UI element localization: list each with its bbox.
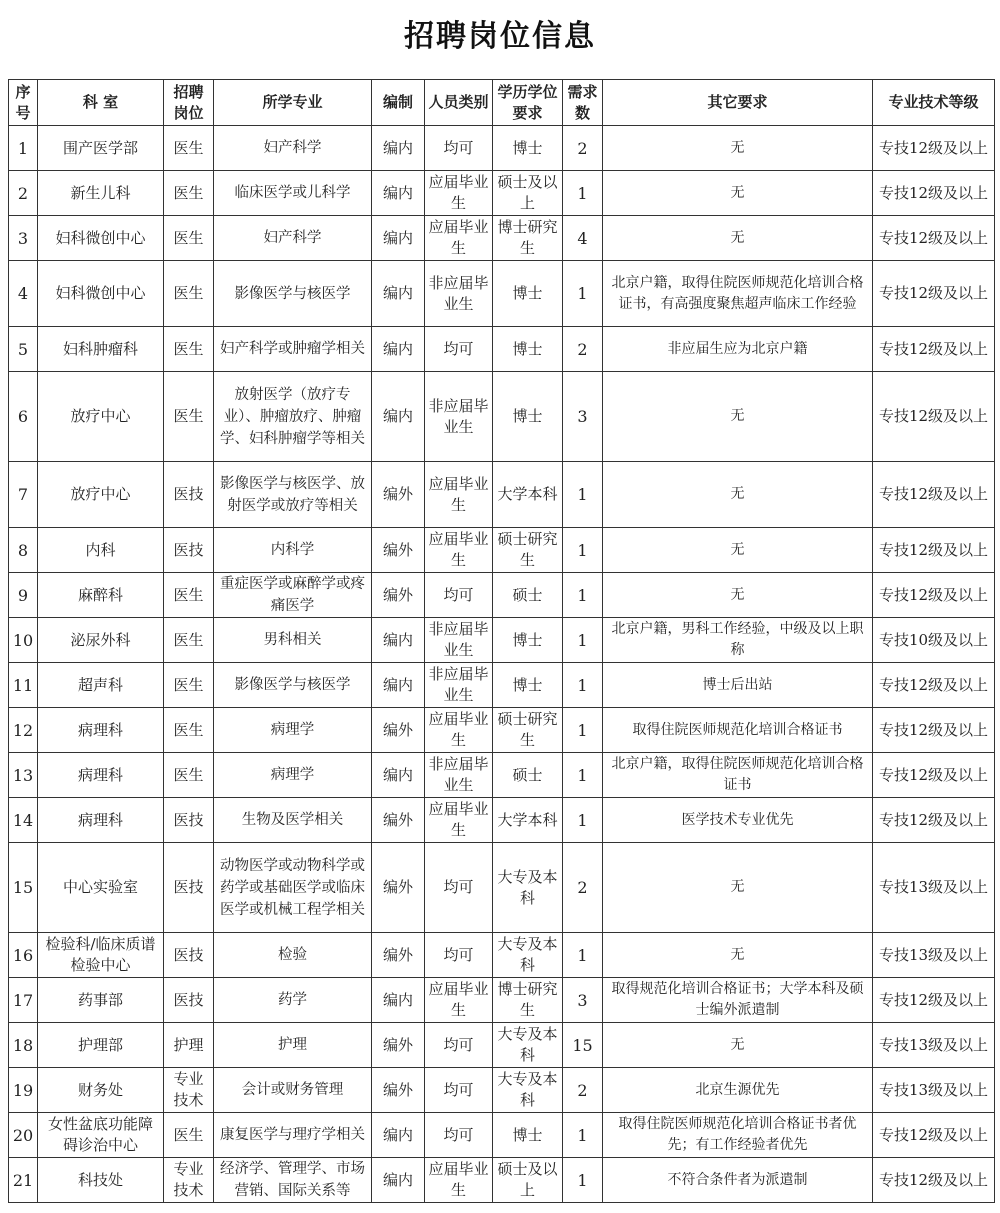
table-row bbox=[9, 618, 995, 663]
quota-type: 编内 bbox=[372, 753, 425, 798]
row-seq: 10 bbox=[9, 618, 38, 663]
degree-requirement: 大专及本科 bbox=[493, 843, 563, 933]
demand-count: 2 bbox=[563, 327, 603, 372]
row-seq: 7 bbox=[9, 462, 38, 528]
post: 医生 bbox=[164, 663, 214, 708]
demand-count: 3 bbox=[563, 978, 603, 1023]
post: 医生 bbox=[164, 753, 214, 798]
other-requirements: 无 bbox=[603, 462, 873, 528]
quota-type: 编内 bbox=[372, 372, 425, 462]
row-seq: 2 bbox=[9, 171, 38, 216]
person-type: 应届毕业生 bbox=[425, 171, 493, 216]
post: 医生 bbox=[164, 573, 214, 618]
table-row bbox=[9, 753, 995, 798]
department: 妇科微创中心 bbox=[38, 261, 164, 327]
post: 医生 bbox=[164, 327, 214, 372]
col-post-header: 招聘岗位 bbox=[164, 80, 214, 126]
major: 妇产科学或肿瘤学相关 bbox=[214, 327, 372, 372]
col-other-header: 其它要求 bbox=[603, 80, 873, 126]
degree-requirement: 博士 bbox=[493, 663, 563, 708]
row-seq: 5 bbox=[9, 327, 38, 372]
col-degree-header: 学历学位要求 bbox=[493, 80, 563, 126]
department: 泌尿外科 bbox=[38, 618, 164, 663]
demand-count: 15 bbox=[563, 1023, 603, 1068]
row-seq: 21 bbox=[9, 1158, 38, 1203]
department: 妇科肿瘤科 bbox=[38, 327, 164, 372]
technical-grade: 专技12级及以上 bbox=[873, 126, 995, 171]
demand-count: 1 bbox=[563, 798, 603, 843]
person-type: 非应届毕业生 bbox=[425, 663, 493, 708]
col-person-type-header: 人员类别 bbox=[425, 80, 493, 126]
post: 医技 bbox=[164, 978, 214, 1023]
department: 药事部 bbox=[38, 978, 164, 1023]
degree-requirement: 博士研究生 bbox=[493, 978, 563, 1023]
quota-type: 编外 bbox=[372, 462, 425, 528]
post: 医生 bbox=[164, 708, 214, 753]
degree-requirement: 博士 bbox=[493, 618, 563, 663]
degree-requirement: 博士研究生 bbox=[493, 216, 563, 261]
row-seq: 14 bbox=[9, 798, 38, 843]
quota-type: 编内 bbox=[372, 327, 425, 372]
person-type: 均可 bbox=[425, 843, 493, 933]
major: 检验 bbox=[214, 933, 372, 978]
department: 病理科 bbox=[38, 798, 164, 843]
person-type: 均可 bbox=[425, 933, 493, 978]
other-requirements: 医学技术专业优先 bbox=[603, 798, 873, 843]
demand-count: 1 bbox=[563, 261, 603, 327]
other-requirements: 不符合条件者为派遣制 bbox=[603, 1158, 873, 1203]
technical-grade: 专技12级及以上 bbox=[873, 753, 995, 798]
person-type: 应届毕业生 bbox=[425, 708, 493, 753]
post: 医技 bbox=[164, 933, 214, 978]
department: 护理部 bbox=[38, 1023, 164, 1068]
quota-type: 编外 bbox=[372, 1023, 425, 1068]
post: 医生 bbox=[164, 126, 214, 171]
degree-requirement: 硕士 bbox=[493, 753, 563, 798]
technical-grade: 专技12级及以上 bbox=[873, 372, 995, 462]
col-seq-header: 序号 bbox=[9, 80, 38, 126]
major: 妇产科学 bbox=[214, 126, 372, 171]
major: 动物医学或动物科学或药学或基础医学或临床医学或机械工程学相关 bbox=[214, 843, 372, 933]
table-row bbox=[9, 573, 995, 618]
demand-count: 1 bbox=[563, 663, 603, 708]
degree-requirement: 大学本科 bbox=[493, 462, 563, 528]
technical-grade: 专技13级及以上 bbox=[873, 1023, 995, 1068]
demand-count: 1 bbox=[563, 462, 603, 528]
other-requirements: 北京户籍，取得住院医师规范化培训合格证书，有高强度聚焦超声临床工作经验 bbox=[603, 261, 873, 327]
other-requirements: 非应届生应为北京户籍 bbox=[603, 327, 873, 372]
col-major-header: 所学专业 bbox=[214, 80, 372, 126]
degree-requirement: 博士 bbox=[493, 261, 563, 327]
demand-count: 1 bbox=[563, 708, 603, 753]
technical-grade: 专技13级及以上 bbox=[873, 843, 995, 933]
technical-grade: 专技12级及以上 bbox=[873, 327, 995, 372]
demand-count: 1 bbox=[563, 618, 603, 663]
post: 医生 bbox=[164, 171, 214, 216]
table-row bbox=[9, 372, 995, 462]
other-requirements: 无 bbox=[603, 933, 873, 978]
demand-count: 1 bbox=[563, 1158, 603, 1203]
quota-type: 编内 bbox=[372, 1113, 425, 1158]
demand-count: 2 bbox=[563, 126, 603, 171]
other-requirements: 无 bbox=[603, 1023, 873, 1068]
department: 新生儿科 bbox=[38, 171, 164, 216]
technical-grade: 专技10级及以上 bbox=[873, 618, 995, 663]
technical-grade: 专技12级及以上 bbox=[873, 663, 995, 708]
technical-grade: 专技12级及以上 bbox=[873, 171, 995, 216]
table-row bbox=[9, 663, 995, 708]
demand-count: 1 bbox=[563, 528, 603, 573]
major: 放射医学（放疗专业）、肿瘤放疗、肿瘤学、妇科肿瘤学等相关 bbox=[214, 372, 372, 462]
table-row bbox=[9, 528, 995, 573]
major: 影像医学与核医学、放射医学或放疗等相关 bbox=[214, 462, 372, 528]
quota-type: 编外 bbox=[372, 933, 425, 978]
technical-grade: 专技12级及以上 bbox=[873, 1113, 995, 1158]
person-type: 均可 bbox=[425, 327, 493, 372]
major: 药学 bbox=[214, 978, 372, 1023]
person-type: 非应届毕业生 bbox=[425, 261, 493, 327]
demand-count: 1 bbox=[563, 171, 603, 216]
person-type: 应届毕业生 bbox=[425, 1158, 493, 1203]
table-row bbox=[9, 1113, 995, 1158]
post: 护理 bbox=[164, 1023, 214, 1068]
department: 围产医学部 bbox=[38, 126, 164, 171]
person-type: 应届毕业生 bbox=[425, 216, 493, 261]
row-seq: 6 bbox=[9, 372, 38, 462]
col-quota-type-header: 编制 bbox=[372, 80, 425, 126]
other-requirements: 无 bbox=[603, 126, 873, 171]
department: 中心实验室 bbox=[38, 843, 164, 933]
major: 内科学 bbox=[214, 528, 372, 573]
degree-requirement: 博士 bbox=[493, 327, 563, 372]
table-row bbox=[9, 126, 995, 171]
quota-type: 编外 bbox=[372, 1068, 425, 1113]
quota-type: 编内 bbox=[372, 126, 425, 171]
table-row bbox=[9, 978, 995, 1023]
post: 医生 bbox=[164, 372, 214, 462]
col-grade-header: 专业技术等级 bbox=[873, 80, 995, 126]
major: 妇产科学 bbox=[214, 216, 372, 261]
row-seq: 20 bbox=[9, 1113, 38, 1158]
department: 女性盆底功能障碍诊治中心 bbox=[38, 1113, 164, 1158]
demand-count: 2 bbox=[563, 1068, 603, 1113]
person-type: 均可 bbox=[425, 1023, 493, 1068]
recruitment-table bbox=[8, 79, 995, 1203]
other-requirements: 无 bbox=[603, 573, 873, 618]
row-seq: 11 bbox=[9, 663, 38, 708]
department: 放疗中心 bbox=[38, 372, 164, 462]
degree-requirement: 博士 bbox=[493, 1113, 563, 1158]
header-row bbox=[9, 80, 995, 126]
row-seq: 18 bbox=[9, 1023, 38, 1068]
person-type: 应届毕业生 bbox=[425, 978, 493, 1023]
major: 护理 bbox=[214, 1023, 372, 1068]
col-count-header: 需求数 bbox=[563, 80, 603, 126]
degree-requirement: 硕士研究生 bbox=[493, 708, 563, 753]
major: 重症医学或麻醉学或疼痛医学 bbox=[214, 573, 372, 618]
row-seq: 15 bbox=[9, 843, 38, 933]
other-requirements: 博士后出站 bbox=[603, 663, 873, 708]
quota-type: 编外 bbox=[372, 528, 425, 573]
table-row bbox=[9, 462, 995, 528]
major: 会计或财务管理 bbox=[214, 1068, 372, 1113]
row-seq: 19 bbox=[9, 1068, 38, 1113]
other-requirements: 无 bbox=[603, 843, 873, 933]
demand-count: 1 bbox=[563, 1113, 603, 1158]
col-dept-header: 科 室 bbox=[38, 80, 164, 126]
technical-grade: 专技12级及以上 bbox=[873, 978, 995, 1023]
quota-type: 编内 bbox=[372, 261, 425, 327]
major: 病理学 bbox=[214, 708, 372, 753]
quota-type: 编内 bbox=[372, 618, 425, 663]
row-seq: 4 bbox=[9, 261, 38, 327]
post: 专业技术 bbox=[164, 1068, 214, 1113]
other-requirements: 取得住院医师规范化培训合格证书 bbox=[603, 708, 873, 753]
major: 生物及医学相关 bbox=[214, 798, 372, 843]
row-seq: 8 bbox=[9, 528, 38, 573]
other-requirements: 北京户籍，取得住院医师规范化培训合格证书 bbox=[603, 753, 873, 798]
other-requirements: 无 bbox=[603, 216, 873, 261]
person-type: 应届毕业生 bbox=[425, 798, 493, 843]
technical-grade: 专技12级及以上 bbox=[873, 798, 995, 843]
table-row bbox=[9, 171, 995, 216]
department: 病理科 bbox=[38, 708, 164, 753]
degree-requirement: 博士 bbox=[493, 372, 563, 462]
table-row bbox=[9, 843, 995, 933]
quota-type: 编内 bbox=[372, 171, 425, 216]
demand-count: 1 bbox=[563, 753, 603, 798]
quota-type: 编内 bbox=[372, 978, 425, 1023]
quota-type: 编内 bbox=[372, 1158, 425, 1203]
table-row bbox=[9, 1068, 995, 1113]
demand-count: 2 bbox=[563, 843, 603, 933]
person-type: 均可 bbox=[425, 573, 493, 618]
post: 医生 bbox=[164, 618, 214, 663]
technical-grade: 专技13级及以上 bbox=[873, 933, 995, 978]
degree-requirement: 大专及本科 bbox=[493, 933, 563, 978]
table-row bbox=[9, 708, 995, 753]
person-type: 均可 bbox=[425, 1113, 493, 1158]
person-type: 非应届毕业生 bbox=[425, 372, 493, 462]
person-type: 均可 bbox=[425, 126, 493, 171]
person-type: 应届毕业生 bbox=[425, 462, 493, 528]
technical-grade: 专技12级及以上 bbox=[873, 261, 995, 327]
post: 医生 bbox=[164, 1113, 214, 1158]
department: 超声科 bbox=[38, 663, 164, 708]
post: 医生 bbox=[164, 216, 214, 261]
other-requirements: 取得规范化培训合格证书；大学本科及硕士编外派遣制 bbox=[603, 978, 873, 1023]
post: 医技 bbox=[164, 798, 214, 843]
row-seq: 16 bbox=[9, 933, 38, 978]
row-seq: 17 bbox=[9, 978, 38, 1023]
quota-type: 编内 bbox=[372, 663, 425, 708]
other-requirements: 无 bbox=[603, 372, 873, 462]
major: 康复医学与理疗学相关 bbox=[214, 1113, 372, 1158]
quota-type: 编外 bbox=[372, 708, 425, 753]
degree-requirement: 大专及本科 bbox=[493, 1023, 563, 1068]
table-row bbox=[9, 1158, 995, 1203]
person-type: 应届毕业生 bbox=[425, 528, 493, 573]
table-row bbox=[9, 798, 995, 843]
department: 妇科微创中心 bbox=[38, 216, 164, 261]
demand-count: 1 bbox=[563, 573, 603, 618]
post: 医生 bbox=[164, 261, 214, 327]
quota-type: 编内 bbox=[372, 216, 425, 261]
department: 科技处 bbox=[38, 1158, 164, 1203]
major: 经济学、管理学、市场营销、国际关系等 bbox=[214, 1158, 372, 1203]
demand-count: 4 bbox=[563, 216, 603, 261]
row-seq: 12 bbox=[9, 708, 38, 753]
person-type: 均可 bbox=[425, 1068, 493, 1113]
major: 影像医学与核医学 bbox=[214, 663, 372, 708]
demand-count: 3 bbox=[563, 372, 603, 462]
post: 医技 bbox=[164, 528, 214, 573]
major: 病理学 bbox=[214, 753, 372, 798]
major: 临床医学或儿科学 bbox=[214, 171, 372, 216]
degree-requirement: 硕士研究生 bbox=[493, 528, 563, 573]
table-row bbox=[9, 261, 995, 327]
quota-type: 编外 bbox=[372, 843, 425, 933]
degree-requirement: 博士 bbox=[493, 126, 563, 171]
other-requirements: 北京户籍，男科工作经验，中级及以上职称 bbox=[603, 618, 873, 663]
technical-grade: 专技13级及以上 bbox=[873, 1068, 995, 1113]
person-type: 非应届毕业生 bbox=[425, 753, 493, 798]
table-row bbox=[9, 1023, 995, 1068]
degree-requirement: 硕士 bbox=[493, 573, 563, 618]
degree-requirement: 大专及本科 bbox=[493, 1068, 563, 1113]
person-type: 非应届毕业生 bbox=[425, 618, 493, 663]
department: 内科 bbox=[38, 528, 164, 573]
row-seq: 13 bbox=[9, 753, 38, 798]
other-requirements: 北京生源优先 bbox=[603, 1068, 873, 1113]
technical-grade: 专技12级及以上 bbox=[873, 573, 995, 618]
other-requirements: 无 bbox=[603, 528, 873, 573]
technical-grade: 专技12级及以上 bbox=[873, 462, 995, 528]
department: 病理科 bbox=[38, 753, 164, 798]
degree-requirement: 大学本科 bbox=[493, 798, 563, 843]
other-requirements: 取得住院医师规范化培训合格证书者优先；有工作经验者优先 bbox=[603, 1113, 873, 1158]
degree-requirement: 硕士及以上 bbox=[493, 171, 563, 216]
post: 专业技术 bbox=[164, 1158, 214, 1203]
row-seq: 9 bbox=[9, 573, 38, 618]
post: 医技 bbox=[164, 843, 214, 933]
row-seq: 3 bbox=[9, 216, 38, 261]
major: 影像医学与核医学 bbox=[214, 261, 372, 327]
row-seq: 1 bbox=[9, 126, 38, 171]
department: 麻醉科 bbox=[38, 573, 164, 618]
table-row bbox=[9, 933, 995, 978]
demand-count: 1 bbox=[563, 933, 603, 978]
degree-requirement: 硕士及以上 bbox=[493, 1158, 563, 1203]
table-row bbox=[9, 327, 995, 372]
technical-grade: 专技12级及以上 bbox=[873, 708, 995, 753]
department: 财务处 bbox=[38, 1068, 164, 1113]
major: 男科相关 bbox=[214, 618, 372, 663]
technical-grade: 专技12级及以上 bbox=[873, 528, 995, 573]
department: 检验科/临床质谱检验中心 bbox=[38, 933, 164, 978]
department: 放疗中心 bbox=[38, 462, 164, 528]
quota-type: 编外 bbox=[372, 798, 425, 843]
quota-type: 编外 bbox=[372, 573, 425, 618]
post: 医技 bbox=[164, 462, 214, 528]
page-title: 招聘岗位信息 bbox=[404, 19, 596, 54]
other-requirements: 无 bbox=[603, 171, 873, 216]
technical-grade: 专技12级及以上 bbox=[873, 216, 995, 261]
technical-grade: 专技12级及以上 bbox=[873, 1158, 995, 1203]
table-row bbox=[9, 216, 995, 261]
